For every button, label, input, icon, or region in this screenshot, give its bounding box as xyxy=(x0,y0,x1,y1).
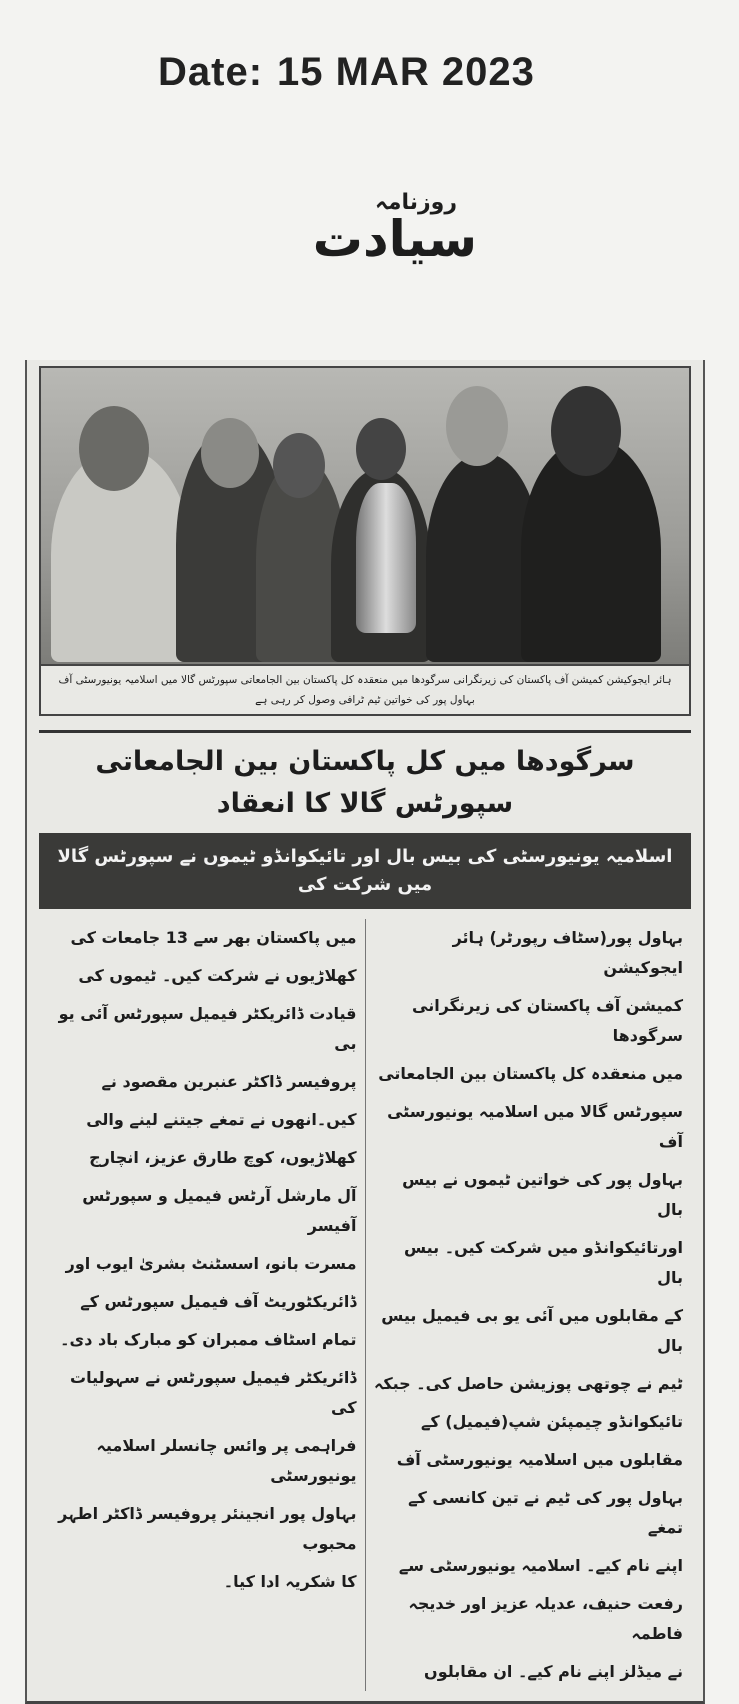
text-line: بہاول پور کی خواتین ٹیموں نے بیس بال xyxy=(402,1170,683,1219)
text-line: ٹیم نے چوتھی پوزیشن حاصل کی۔ جبکہ xyxy=(373,1374,683,1393)
text-line: میں منعقدہ کل پاکستان بین الجامعاتی xyxy=(378,1064,683,1083)
text-line: اورتائیکوانڈو میں شرکت کیں۔ بیس بال xyxy=(403,1238,683,1287)
photo-person-head xyxy=(356,418,406,480)
text-line: آل مارشل آرٹس فیمیل و سپورٹس آفیسر xyxy=(82,1186,357,1235)
text-line: سپورٹس گالا میں اسلامیہ یونیورسٹی آف xyxy=(387,1102,683,1151)
photo-person-head xyxy=(201,418,259,488)
newspaper-masthead xyxy=(262,190,477,270)
article-subheadline: اسلامیہ یونیورسٹی کی بیس بال اور تائیکوانڈو ٹیموں نے سپورٹس گالا میں شرکت کی xyxy=(39,833,691,909)
text-line: اپنے نام کیے۔ اسلامیہ یونیورسٹی سے xyxy=(398,1556,683,1575)
masthead-prefix: روزنامہ xyxy=(374,190,457,215)
caption-line: ہائر ایجوکیشن کمیشن آف پاکستان کی زیرنگرانی سرگودھا میں منعقدہ کل پاکستان بین الجامعاتی سپورٹس گالا میں اسلامیہ یونیورسٹی آف xyxy=(58,674,672,686)
photo-person-head xyxy=(79,406,149,491)
text-line: فراہمی پر وائس چانسلر اسلامیہ یونیورسٹی xyxy=(96,1436,357,1485)
photo-person-head xyxy=(551,386,621,476)
text-line: قیادت ڈائریکٹر فیمیل سپورٹس آئی یو بی xyxy=(58,1004,357,1053)
text-line: میں پاکستان بھر سے 13 جامعات کی xyxy=(70,928,357,947)
text-line: بہاول پور انجینئر پروفیسر ڈاکٹر اطہر محبوب xyxy=(58,1504,357,1553)
text-line: ڈائریکٹر فیمیل سپورٹس نے سہولیات کی xyxy=(70,1368,357,1417)
caption-line: بہاول پور کی خواتین ٹیم ٹرافی وصول کر رہی ہے xyxy=(255,694,475,706)
text-line: کھلاڑیوں، کوچ طارق عزیز، انچارج xyxy=(89,1148,357,1167)
photo-person-head xyxy=(273,433,325,498)
photo-caption xyxy=(39,666,691,716)
text-line: مقابلوں میں اسلامیہ یونیورسٹی آف xyxy=(396,1450,683,1469)
text-line: تائیکوانڈو چیمپئن شپ(فیمیل) کے xyxy=(420,1412,683,1431)
article-column-left xyxy=(39,919,365,1691)
text-line: پروفیسر ڈاکٹر عنبرین مقصود نے xyxy=(101,1072,357,1091)
text-line: مسرت بانو، اسسٹنٹ بشریٰ ایوب اور xyxy=(65,1254,357,1273)
text-line: نے میڈلز اپنے نام کیے۔ ان مقابلوں xyxy=(424,1662,683,1681)
article-body xyxy=(39,919,691,1691)
masthead-name: سیادت xyxy=(312,210,477,268)
news-clipping xyxy=(25,360,705,1704)
trophy xyxy=(356,483,416,633)
clipping-date xyxy=(158,50,535,95)
text-line: کا شکریہ ادا کیا۔ xyxy=(223,1572,357,1591)
text-line: کیں۔انھوں نے تمغے جیتنے لینے والی xyxy=(86,1110,357,1129)
text-line: تمام اسٹاف ممبران کو مبارک باد دی۔ xyxy=(60,1330,357,1349)
text-line: ڈائریکٹوریٹ آف فیمیل سپورٹس کے xyxy=(80,1292,357,1311)
date-value: 15 MAR 2023 xyxy=(277,50,535,94)
text-line: بہاول پور(سٹاف رپورٹر) ہائر ایجوکیشن xyxy=(452,928,683,977)
article-column-right xyxy=(365,919,692,1691)
text-line: رفعت حنیف، عدیلہ عزیز اور خدیجہ فاطمہ xyxy=(408,1594,683,1643)
news-photo xyxy=(39,366,691,666)
text-line: کمیشن آف پاکستان کی زیرنگرانی سرگودھا xyxy=(412,996,683,1045)
photo-person-head xyxy=(446,386,508,466)
date-label: Date: xyxy=(158,50,264,94)
text-line: بہاول پور کی ٹیم نے تین کانسی کے تمغے xyxy=(408,1488,683,1537)
text-line: کھلاڑیوں نے شرکت کیں۔ ٹیموں کی xyxy=(78,966,357,985)
text-line: کے مقابلوں میں آئی یو بی فیمیل بیس بال xyxy=(381,1306,683,1355)
article-headline: سرگودھا میں کل پاکستان بین الجامعاتی سپورٹس گالا کا انعقاد xyxy=(39,730,691,833)
